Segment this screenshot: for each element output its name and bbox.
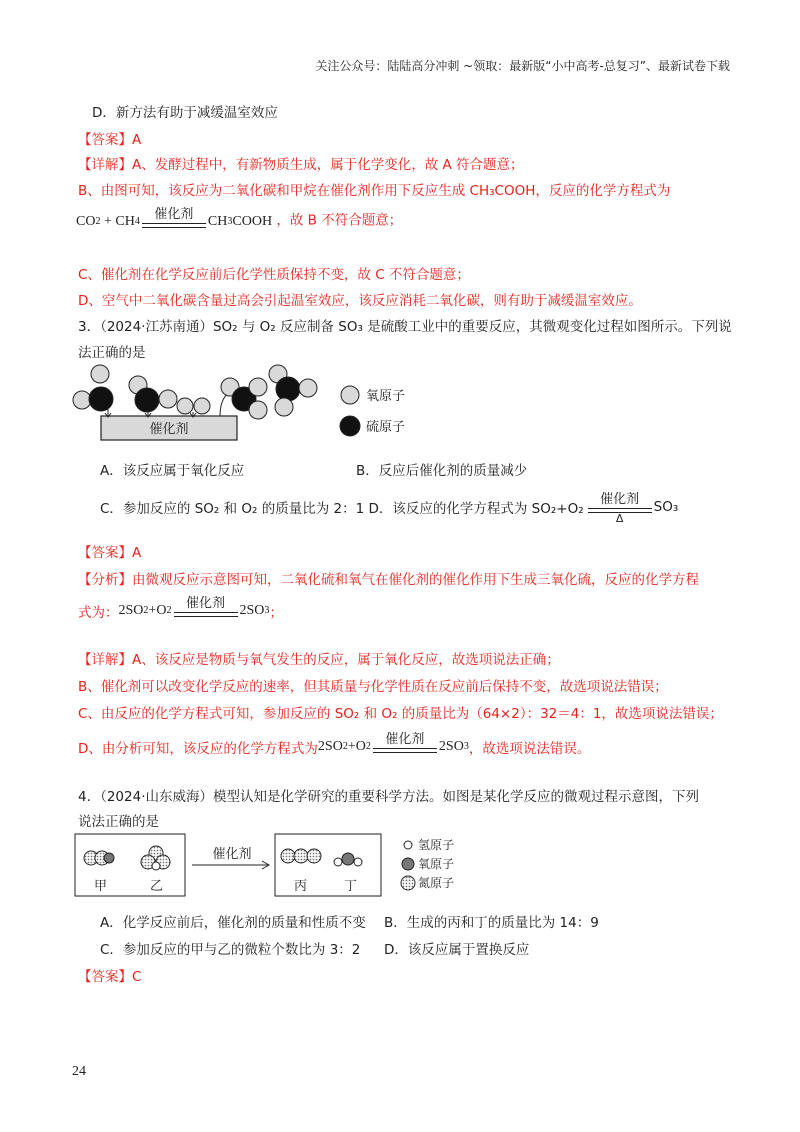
q3-stem-line2: 法正确的是	[78, 345, 146, 361]
eq-2so3-b: 2SO	[438, 738, 464, 754]
page-header: 关注公众号：陆陆高分冲刺 ~领取：最新版“小中高考-总复习”、最新试卷下载	[315, 59, 730, 73]
q3-analysis-line1: 【分析】由微观反应示意图可知，二氧化硫和氧气在催化剂的催化作用下生成三氧化硫，反应的化学方程	[78, 572, 699, 588]
label-bing: 丙	[294, 879, 308, 894]
legend-hydrogen: 氢原子	[418, 838, 455, 852]
eq-2so3: 2SO	[239, 602, 265, 618]
q4-option-b: B．生成的丙和丁的质量比为 14：9	[384, 915, 599, 931]
q2-equation: CO 2 + CH 4 催化剂 CH 3 COOH ，故 B 不符合题意；	[76, 203, 402, 240]
q3-option-d-product: SO₃	[653, 498, 679, 515]
eq-ch4: + CH	[104, 213, 135, 229]
q3-analysis-suffix: ；	[269, 604, 283, 621]
legend-oxygen: 氧原子	[366, 389, 406, 404]
q3-stem-line1: 3．（2024·江苏南通）SO₂ 与 O₂ 反应制备 SO₃ 是硫酸工业中的重要反应，其微观变化过程如图所示。下列说	[78, 319, 732, 335]
q2-detail-b: B、由图可知，该反应为二氧化碳和甲烷在催化剂作用下反应生成 CH₃COOH，反应的化学方程式为	[78, 183, 671, 199]
q3-detail-d-prefix: D、由分析可知，该反应的化学方程式为	[78, 740, 318, 757]
q4-arrow-label: 催化剂	[212, 847, 252, 862]
eq-2so2-b: 2SO	[317, 738, 343, 754]
q3-analysis-line2: 式为： 2SO 2 +O 2 催化剂 2SO 3 ；	[78, 592, 283, 629]
label-ding: 丁	[344, 879, 358, 894]
label-yi: 乙	[150, 879, 164, 894]
eq-o2-b: +O	[347, 738, 366, 754]
q3-option-a: A．该反应属于氧化反应	[100, 463, 245, 479]
q3-option-d-catalyst: 催化剂	[600, 492, 640, 507]
eq-o2: +O	[148, 602, 167, 618]
q2-answer: 【答案】A	[78, 132, 142, 148]
eq-catalyst-label-3: 催化剂	[385, 731, 425, 746]
q2-detail-a: 【详解】A、发酵过程中，有新物质生成，属于化学变化，故 A 符合题意；	[78, 157, 524, 173]
q4-option-c: C．参加反应的甲与乙的微粒个数比为 3：2	[100, 942, 361, 958]
q3-detail-a: 【详解】A、该反应是物质与氧气发生的反应，属于氧化反应，故选项说法正确；	[78, 652, 560, 668]
legend-nitrogen: 氮原子	[418, 876, 455, 890]
q4-option-d: D．该反应属于置换反应	[384, 942, 530, 958]
q2-detail-d: D、空气中二氧化碳含量过高会引起温室效应，该反应消耗二氧化碳，则有助于减缓温室效应。	[78, 293, 642, 309]
q3-answer: 【答案】A	[78, 545, 142, 561]
catalyst-box-label: 催化剂	[149, 422, 189, 437]
q3-option-c-d	[100, 488, 678, 525]
q3-option-b: B．反应后催化剂的质量减少	[356, 463, 528, 479]
eq-ch3: CH	[207, 213, 228, 229]
q4-stem-line2: 说法正确的是	[78, 814, 159, 830]
q2-detail-b-tail: ，故 B 不符合题意；	[276, 212, 403, 229]
legend-oxygen-q4: 氧原子	[418, 857, 455, 871]
q4-reaction-diagram	[72, 828, 492, 902]
eq-co2: CO	[76, 213, 96, 229]
page-number: 24	[72, 1064, 86, 1079]
q3-detail-c: C、由反应的化学方程式可知，参加反应的 SO₂ 和 O₂ 的质量比为（64×2）：32＝4：1，故选项说法错误；	[78, 706, 723, 722]
q3-detail-d-suffix: ，故选项说法错误。	[468, 740, 591, 757]
q3-detail-d: D、由分析可知，该反应的化学方程式为 2SO 2 +O 2 催化剂 2SO 3 ，故选项说法错误。	[78, 728, 590, 765]
q2-detail-c: C、催化剂在化学反应前后化学性质保持不变，故 C 不符合题意；	[78, 267, 470, 283]
label-jia: 甲	[94, 879, 108, 894]
q2-option-d: D．新方法有助于减缓温室效应	[92, 105, 278, 121]
q4-stem-line1: 4．（2024·山东威海）模型认知是化学研究的重要科学方法。如图是某化学反应的微观过程示意图，下列	[78, 789, 699, 805]
q3-option-d-condition: Δ	[615, 512, 624, 525]
eq-catalyst-label-2: 催化剂	[186, 595, 226, 610]
q3-detail-b: B、催化剂可以改变化学反应的速率，但其质量与化学性质在反应前后保持不变，故选项说法错误；	[78, 679, 668, 695]
legend-sulfur: 硫原子	[366, 420, 406, 435]
q4-option-a: A．化学反应前后，催化剂的质量和性质不变	[100, 915, 366, 931]
q3-option-c: C．参加反应的 SO₂ 和 O₂ 的质量比为 2：1 D．该反应的化学方程式为 SO₂+O₂	[100, 500, 584, 517]
eq-2so2: 2SO	[118, 602, 144, 618]
q3-analysis-prefix: 式为：	[78, 604, 119, 621]
eq-catalyst-label: 催化剂	[154, 206, 194, 221]
q4-answer: 【答案】C	[78, 969, 142, 985]
q3-reaction-diagram	[70, 362, 430, 452]
eq-cooh: COOH	[232, 213, 273, 229]
